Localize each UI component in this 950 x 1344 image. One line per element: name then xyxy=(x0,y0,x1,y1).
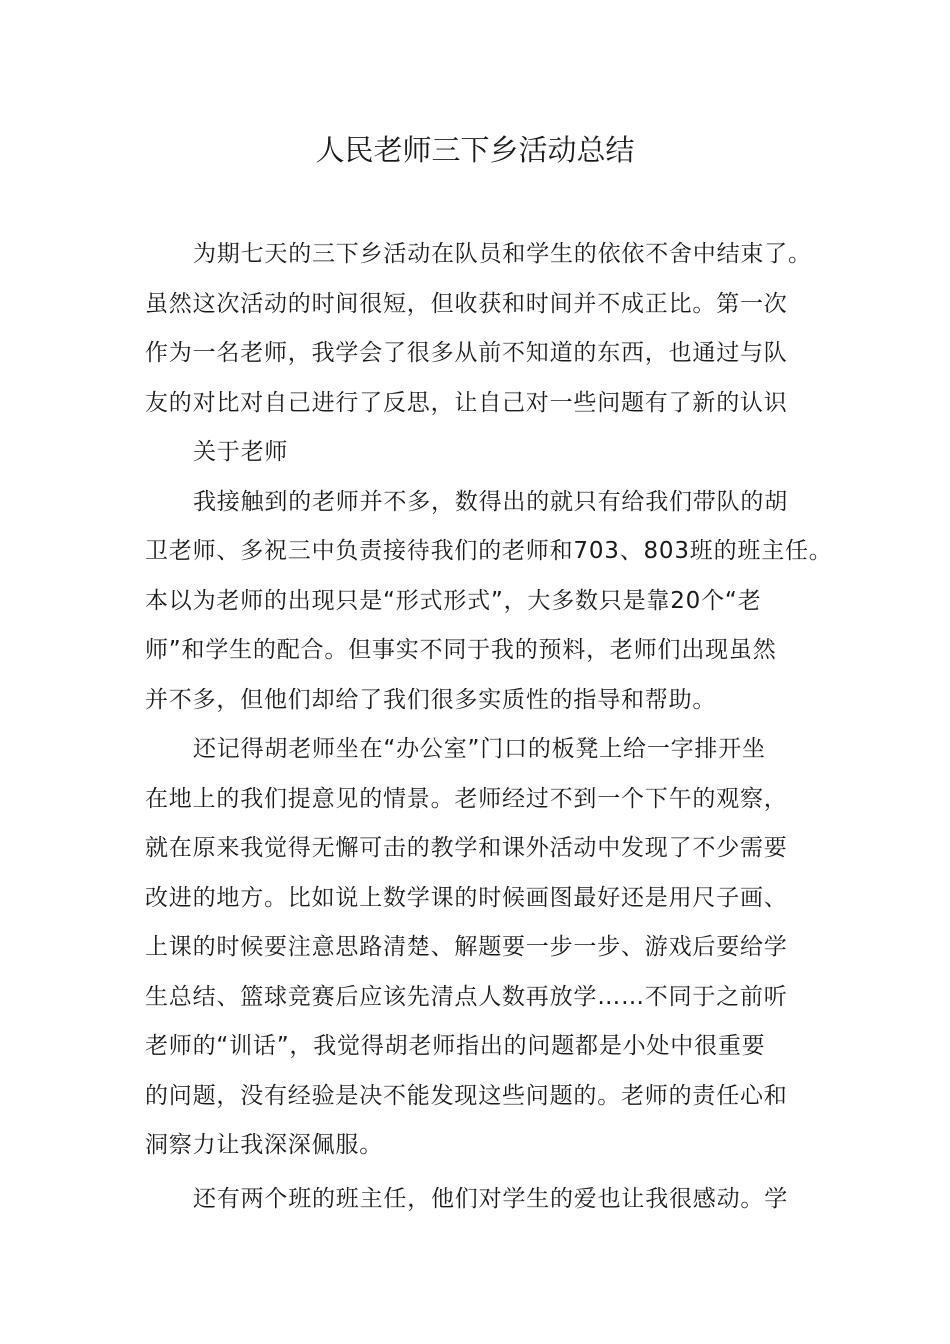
paragraph-line: 生总结、篮球竞赛后应该先清点人数再放学……不同于之前听 xyxy=(145,983,788,1010)
paragraph-line: 我接触到的老师并不多，数得出的就只有给我们带队的胡 xyxy=(193,488,788,515)
paragraph-line: 还记得胡老师坐在“办公室”门口的板凳上给一字排开坐 xyxy=(193,736,766,762)
paragraph-line: 的问题，没有经验是决不能发现这些问题的。老师的责任心和 xyxy=(145,1082,788,1109)
section-heading-text: 关于老师 xyxy=(193,439,289,465)
paragraph-line: 并不多，但他们却给了我们很多实质性的指导和帮助。 xyxy=(145,686,717,713)
paragraph-4 xyxy=(145,725,815,1171)
paragraph-line: 虽然这次活动的时间很短，但收获和时间并不成正比。第一次 xyxy=(145,290,788,317)
paragraph-line: 就在原来我觉得无懈可击的教学和课外活动中发现了不少需要 xyxy=(145,835,788,861)
paragraph-line: 师”和学生的配合。但事实不同于我的预料，老师们出现虽然 xyxy=(145,637,777,663)
paragraph-line: 本以为老师的出现只是“形式形式”，大多数只是靠20个“老 xyxy=(145,587,762,614)
paragraph-5 xyxy=(145,1175,815,1225)
paragraph-3 xyxy=(145,478,833,726)
paragraph-line: 在地上的我们提意见的情景。老师经过不到一个下午的观察， xyxy=(145,785,788,812)
section-heading xyxy=(145,428,815,478)
paragraph-line: 改进的地方。比如说上数学课的时候画图最好还是用尺子画、 xyxy=(145,884,788,911)
paragraph-line: 作为一名老师，我学会了很多从前不知道的东西，也通过与队 xyxy=(145,340,788,366)
paragraph-1 xyxy=(145,230,815,428)
paragraph-line: 友的对比对自己进行了反思，让自己对一些问题有了新的认识 xyxy=(145,389,788,416)
paragraph-line: 老师的“训话”，我觉得胡老师指出的问题都是小处中很重要 xyxy=(145,1033,766,1059)
paragraph-line: 还有两个班的班主任，他们对学生的爱也让我很感动。学 xyxy=(193,1185,788,1212)
paragraph-line: 为期七天的三下乡活动在队员和学生的依依不舍中结束了。 xyxy=(193,241,812,267)
document-body xyxy=(145,230,833,1224)
paragraph-line: 洞察力让我深深佩服。 xyxy=(145,1132,383,1158)
document-title: 人民老师三下乡活动总结 xyxy=(315,133,635,167)
paragraph-line: 上课的时候要注意思路清楚、解题要一步一步、游戏后要给学 xyxy=(145,934,788,960)
paragraph-line: 卫老师、多祝三中负责接待我们的老师和703、803班的班主任。 xyxy=(145,538,833,564)
